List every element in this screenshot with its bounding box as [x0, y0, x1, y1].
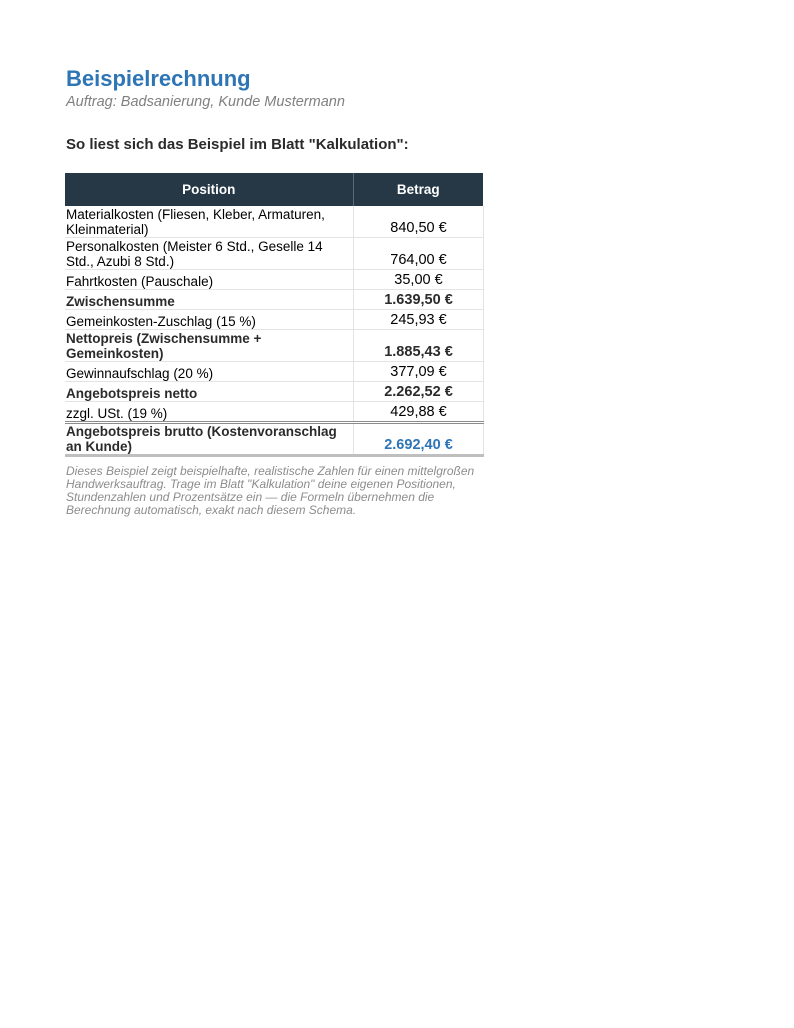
row-amount: 840,50 €	[353, 206, 483, 238]
table-row-material-costs	[65, 206, 483, 238]
row-amount: 2.262,52 €	[353, 382, 483, 402]
table-row-net-price	[65, 330, 483, 362]
row-label: Nettopreis (Zwischensumme + Gemeinkosten)	[65, 330, 353, 362]
row-label: Gewinnaufschlag (20 %)	[65, 362, 353, 382]
table-header-row	[65, 173, 483, 206]
row-amount: 1.639,50 €	[353, 290, 483, 310]
table-row-overhead-surcharge	[65, 310, 483, 330]
row-label: Fahrtkosten (Pauschale)	[65, 270, 353, 290]
table-row-offer-net	[65, 382, 483, 402]
row-label: Angebotspreis brutto (Kostenvoranschlag an Kunde)	[65, 423, 353, 456]
table-row-subtotal	[65, 290, 483, 310]
row-amount: 429,88 €	[353, 402, 483, 423]
row-label: Zwischensumme	[65, 290, 353, 310]
row-label: zzgl. USt. (19 %)	[65, 402, 353, 423]
column-header-amount: Betrag	[353, 173, 483, 206]
row-label: Angebotspreis netto	[65, 382, 353, 402]
table-row-personnel-costs	[65, 238, 483, 270]
row-label: Gemeinkosten-Zuschlag (15 %)	[65, 310, 353, 330]
table-row-vat	[65, 402, 483, 423]
column-header-position: Position	[65, 173, 353, 206]
table-row-offer-gross-total	[65, 423, 483, 456]
page-title: Beispielrechnung	[66, 66, 251, 91]
calculation-table	[65, 173, 484, 457]
row-amount-total: 2.692,40 €	[353, 423, 483, 456]
page-subtitle: Auftrag: Badsanierung, Kunde Mustermann	[66, 94, 345, 110]
section-heading: So liest sich das Beispiel im Blatt "Kalkulation":	[66, 136, 409, 153]
row-amount: 35,00 €	[353, 270, 483, 290]
row-amount: 1.885,43 €	[353, 330, 483, 362]
row-label: Personalkosten (Meister 6 Std., Geselle 14 Std., Azubi 8 Std.)	[65, 238, 353, 270]
table-row-profit-markup	[65, 362, 483, 382]
row-amount: 764,00 €	[353, 238, 483, 270]
document-page	[66, 64, 486, 517]
table-row-travel-costs	[65, 270, 483, 290]
row-amount: 245,93 €	[353, 310, 483, 330]
explanatory-note: Dieses Beispiel zeigt beispielhafte, realistische Zahlen für einen mittelgroßen Handwerksauftrag. Trage im Blatt "Kalkulation" deine eigenen Positionen, Stundenzahlen und Prozentsätze ein — die Formeln übernehmen die Berechnung automatisch, exakt nach diesem Schema.	[66, 464, 475, 517]
row-amount: 377,09 €	[353, 362, 483, 382]
row-label: Materialkosten (Fliesen, Kleber, Armaturen, Kleinmaterial)	[65, 206, 353, 238]
